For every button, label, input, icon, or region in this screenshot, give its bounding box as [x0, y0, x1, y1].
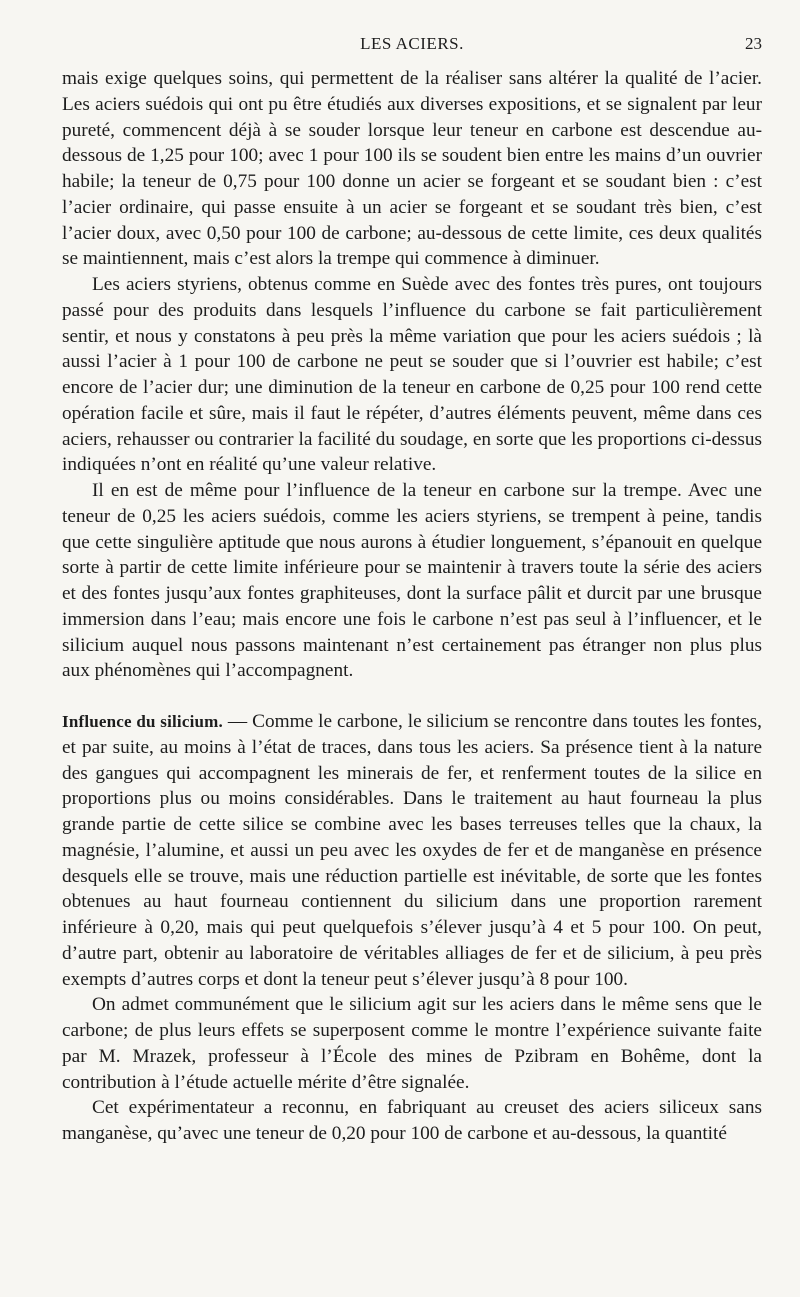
section-paragraph — [62, 709, 762, 992]
section-heading: Influence du silicium. — [62, 712, 223, 731]
paragraph-3: Il en est de même pour l’influence de la teneur en carbone sur la trempe. Avec une teneur de 0,25 les aciers suédois, comme les aciers styriens, se trempent à peine, tandis que cette singulière aptitude que nous aurons à étudier longuement, s’épanouit en quelque sorte à partir de cette limite inférieure pour se maintenir à travers toute la série des aciers et des fontes jusqu’aux fontes graphiteuses, dont la surface pâlit et durcit par une brusque immersion dans l’eau; mais encore une fois le carbone n’est pas seul à l’influencer, et le silicium auquel nous passons maintenant n’est certainement pas étranger non plus plus aux phénomènes qui l’accompagnent. — [62, 480, 762, 682]
body-text — [62, 66, 762, 1147]
paragraph-6: Cet expérimentateur a reconnu, en fabriquant au creuset des aciers siliceux sans manganèse, qu’avec une teneur de 0,20 pour 100 de carbone et au-dessous, la quantité — [62, 1097, 762, 1144]
paragraph-1: mais exige quelques soins, qui permettent de la réaliser sans altérer la qualité de l’acier. Les aciers suédois qui ont pu être étudiés aux diverses expositions, et se signalent par leur pureté, commencent déjà à se souder lorsque leur teneur en carbone est descendue au-dessous de 1,25 pour 100; avec 1 pour 100 ils se soudent bien entre les mains d’un ouvrier habile; la teneur de 0,75 pour 100 donne un acier se forgeant et se soudant bien : c’est l’acier ordinaire, qui passe ensuite à un acier se forgeant et se soudant très bien, c’est l’acier doux, avec 0,50 pour 100 de carbone; au-dessous de cette limite, ces deux qualités se maintiennent, mais c’est alors la trempe qui commence à diminuer. — [62, 68, 762, 270]
running-title: LES ACIERS. — [360, 34, 464, 53]
page-header — [62, 34, 762, 60]
page-number: 23 — [745, 34, 762, 53]
section-lead-text: — Comme le carbone, le silicium se rencontre dans toutes les fontes, et par suite, au moins à l’état de traces, dans tous les aciers. Sa présence tient à la nature des gangues qui accompagnent les minerais de fer, et renferment toutes de la silice en proportions plus ou moins considérables. Dans le traitement au haut fourneau la plus grande partie de cette silice se combine avec les bases terreuses telles que la chaux, la magnésie, l’alumine, et aussi un peu avec les oxydes de fer et de manganèse en présence desquels elle se trouve, mais une réduction partielle est inévitable, de sorte que les fontes obtenues au haut fourneau contiennent du silicium dans une proportion rarement inférieure à 0,20, mais qui peut quelquefois s’élever jusqu’à 4 et 5 pour 100. On peut, d’autre part, obtenir au laboratoire de véritables alliages de fer et de silicium, à peu près exempts d’autres corps et dont la teneur peut s’élever jusqu’à 8 pour 100. — [62, 711, 762, 990]
section-spacer — [62, 684, 762, 709]
paragraph-5: On admet communément que le silicium agit sur les aciers dans le même sens que le carbone; de plus leurs effets se superposent comme le montre l’expérience suivante faite par M. Mrazek, professeur à l’École des mines de Pzibram en Bohême, dont la contribution à l’étude actuelle mérite d’être signalée. — [62, 994, 762, 1093]
paragraph-2: Les aciers styriens, obtenus comme en Suède avec des fontes très pures, ont toujours passé pour des produits dans lesquels l’influence du carbone se fait particulièrement sentir, et nous y constatons à peu près la même variation que pour les aciers suédois ; là aussi l’acier à 1 pour 100 de carbone ne peut se souder que si l’ouvrier est habile; c’est encore de l’acier dur; une diminution de la teneur en carbone de 0,25 pour 100 rend cette opération facile et sûre, mais il faut le répéter, d’autres éléments peuvent, même dans ces aciers, rehausser ou contrarier la facilité du soudage, en sorte que les proportions ci-dessus indiquées n’ont en réalité qu’une valeur relative. — [62, 274, 762, 476]
